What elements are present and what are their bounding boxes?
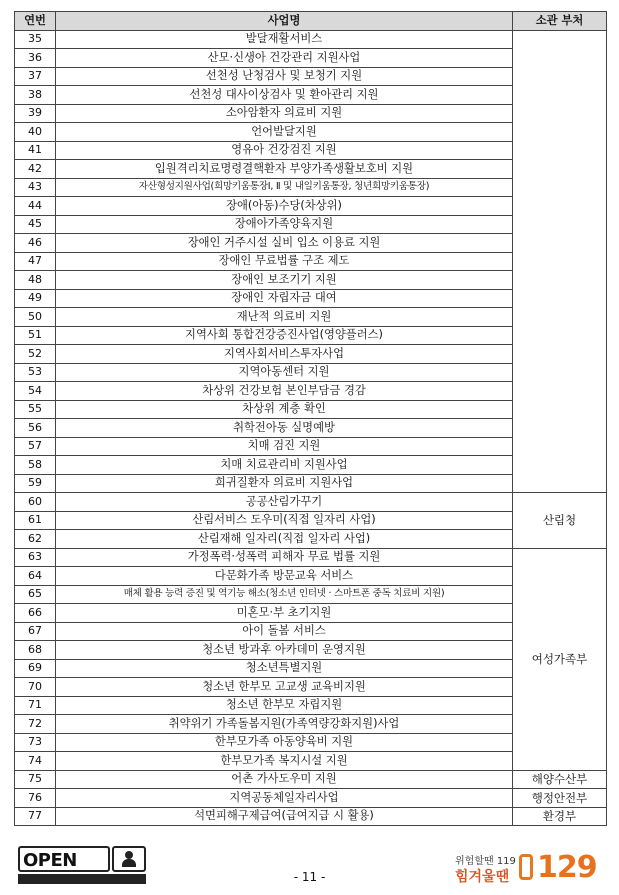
program-name: 차상위 계층 확인 xyxy=(56,400,513,419)
program-name: 산모·신생아 건강관리 지원사업 xyxy=(56,49,513,68)
header-department: 소관 부처 xyxy=(513,12,607,31)
table-header-row xyxy=(15,12,607,31)
program-name: 아이 돌봄 서비스 xyxy=(56,622,513,641)
program-name: 희귀질환자 의료비 지원사업 xyxy=(56,474,513,493)
program-name: 지역아동센터 지원 xyxy=(56,363,513,382)
row-number: 45 xyxy=(15,215,56,234)
row-number: 61 xyxy=(15,511,56,530)
row-number: 46 xyxy=(15,234,56,253)
table-row xyxy=(15,548,607,567)
row-number: 75 xyxy=(15,770,56,789)
page-footer xyxy=(0,840,619,895)
hotline-line1: 위험할땐 119 xyxy=(455,856,516,867)
row-number: 41 xyxy=(15,141,56,160)
row-number: 40 xyxy=(15,123,56,142)
program-name: 입원격리치료명령결핵환자 부양가족생활보호비 지원 xyxy=(56,160,513,179)
program-name: 지역사회서비스투자사업 xyxy=(56,345,513,364)
program-name: 청소년특별지원 xyxy=(56,659,513,678)
program-name: 매체 활용 능력 증진 및 역기능 해소(청소년 인터넷 · 스마트폰 중독 치료비 지원) xyxy=(56,585,513,604)
program-name: 취약위기 가족돌봄지원(가족역량강화지원)사업 xyxy=(56,715,513,734)
row-number: 59 xyxy=(15,474,56,493)
program-name: 어촌 가사도우미 지원 xyxy=(56,770,513,789)
row-number: 50 xyxy=(15,308,56,327)
row-number: 47 xyxy=(15,252,56,271)
phone-icon xyxy=(519,854,533,880)
row-number: 56 xyxy=(15,419,56,438)
program-name: 가정폭력·성폭력 피해자 무료 법률 지원 xyxy=(56,548,513,567)
row-number: 44 xyxy=(15,197,56,216)
row-number: 66 xyxy=(15,604,56,623)
row-number: 65 xyxy=(15,585,56,604)
program-name: 다문화가족 방문교육 서비스 xyxy=(56,567,513,586)
person-icon xyxy=(112,846,146,872)
department-cell xyxy=(513,30,607,493)
hotline-number: 129 xyxy=(537,850,597,885)
row-number: 74 xyxy=(15,752,56,771)
row-number: 42 xyxy=(15,160,56,179)
table-row xyxy=(15,789,607,808)
row-number: 69 xyxy=(15,659,56,678)
page-number: - 11 - xyxy=(293,870,326,884)
hotline-line2: 힘겨울땐 xyxy=(455,869,510,885)
hotline-logo xyxy=(455,852,605,892)
row-number: 54 xyxy=(15,382,56,401)
program-name: 언어발달지원 xyxy=(56,123,513,142)
program-name: 청소년 방과후 아카데미 운영지원 xyxy=(56,641,513,660)
row-number: 36 xyxy=(15,49,56,68)
row-number: 62 xyxy=(15,530,56,549)
row-number: 35 xyxy=(15,30,56,49)
program-name: 선천성 난청검사 및 보청기 지원 xyxy=(56,67,513,86)
row-number: 38 xyxy=(15,86,56,105)
program-name: 공공산림가꾸기 xyxy=(56,493,513,512)
row-number: 49 xyxy=(15,289,56,308)
row-number: 63 xyxy=(15,548,56,567)
department-cell: 행정안전부 xyxy=(513,789,607,808)
department-cell: 산림청 xyxy=(513,493,607,549)
table-row xyxy=(15,30,607,49)
table-row xyxy=(15,770,607,789)
row-number: 72 xyxy=(15,715,56,734)
row-number: 68 xyxy=(15,641,56,660)
open-logo-text: OPEN xyxy=(23,850,77,871)
program-name: 장애(아동)수당(차상위) xyxy=(56,197,513,216)
program-name: 장애인 자립자금 대여 xyxy=(56,289,513,308)
program-name: 장애인 거주시설 실비 입소 이용료 지원 xyxy=(56,234,513,253)
program-name: 치매 검진 지원 xyxy=(56,437,513,456)
row-number: 53 xyxy=(15,363,56,382)
program-name: 산림서비스 도우미(직접 일자리 사업) xyxy=(56,511,513,530)
row-number: 51 xyxy=(15,326,56,345)
program-name: 청소년 한부모 자립지원 xyxy=(56,696,513,715)
table-row xyxy=(15,493,607,512)
program-name: 자산형성지원사업(희망키움통장Ⅰ, Ⅱ 및 내일키움통장, 청년희망키움통장) xyxy=(56,178,513,197)
program-name: 발달재활서비스 xyxy=(56,30,513,49)
program-name: 한부모가족 복지시설 지원 xyxy=(56,752,513,771)
row-number: 52 xyxy=(15,345,56,364)
row-number: 55 xyxy=(15,400,56,419)
program-name: 산림재해 일자리(직접 일자리 사업) xyxy=(56,530,513,549)
program-table xyxy=(14,11,607,826)
program-name: 지역사회 통합건강증진사업(영양플러스) xyxy=(56,326,513,345)
row-number: 77 xyxy=(15,807,56,826)
row-number: 58 xyxy=(15,456,56,475)
row-number: 37 xyxy=(15,67,56,86)
row-number: 64 xyxy=(15,567,56,586)
program-name: 소아암환자 의료비 지원 xyxy=(56,104,513,123)
program-name: 취학전아동 실명예방 xyxy=(56,419,513,438)
program-name: 미혼모·부 초기지원 xyxy=(56,604,513,623)
program-name: 선천성 대사이상검사 및 환아관리 지원 xyxy=(56,86,513,105)
program-name: 장애아가족양육지원 xyxy=(56,215,513,234)
row-number: 76 xyxy=(15,789,56,808)
row-number: 43 xyxy=(15,178,56,197)
row-number: 71 xyxy=(15,696,56,715)
department-cell: 여성가족부 xyxy=(513,548,607,770)
program-name: 차상위 건강보험 본인부담금 경감 xyxy=(56,382,513,401)
header-number: 연번 xyxy=(15,12,56,31)
program-name: 청소년 한부모 고교생 교육비지원 xyxy=(56,678,513,697)
row-number: 67 xyxy=(15,622,56,641)
program-name: 영유아 건강검진 지원 xyxy=(56,141,513,160)
row-number: 70 xyxy=(15,678,56,697)
program-name: 재난적 의료비 지원 xyxy=(56,308,513,327)
table-row xyxy=(15,807,607,826)
row-number: 39 xyxy=(15,104,56,123)
department-cell: 환경부 xyxy=(513,807,607,826)
row-number: 57 xyxy=(15,437,56,456)
row-number: 73 xyxy=(15,733,56,752)
row-number: 60 xyxy=(15,493,56,512)
program-name: 석면피해구제급여(급여지급 시 활용) xyxy=(56,807,513,826)
department-cell: 해양수산부 xyxy=(513,770,607,789)
program-name: 한부모가족 아동양육비 지원 xyxy=(56,733,513,752)
row-number: 48 xyxy=(15,271,56,290)
program-name: 치매 치료관리비 지원사업 xyxy=(56,456,513,475)
header-program-name: 사업명 xyxy=(56,12,513,31)
program-name: 지역공동체일자리사업 xyxy=(56,789,513,808)
program-name: 장애인 보조기기 지원 xyxy=(56,271,513,290)
program-name: 장애인 무료법률 구조 제도 xyxy=(56,252,513,271)
